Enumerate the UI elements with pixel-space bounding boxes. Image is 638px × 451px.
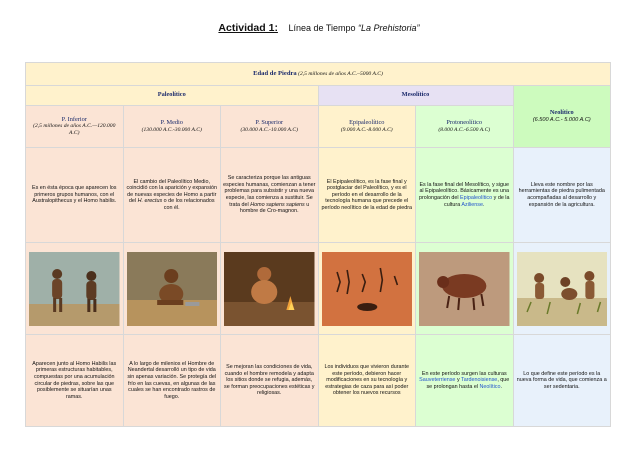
desc-medio: El cambio del Paleolítico Medio, coincidió con la aparición y expansión de nuevas especies de Homo a partir del H. erectus o de los relacionados con él.	[123, 148, 221, 243]
page-title	[0, 22, 638, 34]
image-epipaleolitico	[318, 243, 416, 335]
period-dates: (9.000 A.C.-8.000 A.C)	[340, 126, 393, 133]
period-dates: (30.000 A.C.-10.000 A.C)	[240, 126, 298, 133]
desc-epipaleolitico: El Epipaleolítico, es la fase final y postglaciar del Paleolítico, y es el período en el desarrollo de la tecnología humana que precede el período neolítico de la edad de piedra	[318, 148, 416, 243]
stone-age-subtitle: (2,5 millones de años A.C.–5000 A.C)	[298, 70, 383, 77]
detail-protoneolitico: En este período surgen las culturas Sauveterriense y Tardenoisiense, que se prolongan hasta el Neolítico.	[416, 335, 514, 427]
image-medio	[123, 243, 221, 335]
period-dates: (130.000 A.C.-30.000 A.C)	[141, 126, 202, 133]
cave-painting-icon	[322, 252, 413, 326]
period-protoneolitico	[416, 106, 514, 148]
activity-label: Actividad 1:	[218, 22, 278, 34]
era-paleolitico: Paleolítico	[26, 86, 319, 106]
detail-superior: Se mejoran las condiciones de vida, cuando el hombre remodela y adapta los sitios donde se refugia, además, se forman preocupaciones estéticas y religiosas.	[221, 335, 319, 427]
tardenoisiense-link[interactable]: Tardenoisiense	[461, 377, 498, 384]
image-neolitico	[513, 243, 611, 335]
desc-neolitico: Lleva este nombre por las herramientas de piedra pulimentada acompañadas al desarrollo y expansión de la agricultura.	[513, 148, 611, 243]
image-inferior	[26, 243, 124, 335]
era-neolitico	[513, 86, 611, 148]
period-name: Epipaleolítico	[349, 118, 385, 126]
epipaleolitico-link[interactable]: Epipaleolítico	[460, 195, 493, 201]
farming-scene-icon	[517, 252, 608, 326]
neolitico-name: Neolítico	[549, 108, 574, 116]
bison-painting-icon	[419, 252, 510, 326]
neolitico-link[interactable]: Neolítico	[479, 383, 501, 390]
stone-age-header	[26, 63, 611, 86]
desc-protoneolitico: Es la fase final del Mesolítico, y sigue al Epipaleolítico. Básicamente es una prolongación del Epipaleolítico y de la cultura Aziliense.	[416, 148, 514, 243]
title-prefix: Línea de Tiempo	[288, 23, 356, 33]
title-name: “La Prehistoria”	[358, 23, 420, 33]
stone-age-title: Edad de Piedra	[253, 69, 297, 77]
period-name: P. Superior	[255, 118, 284, 126]
detail-inferior: Aparecen junto al Homo Habilis las primeras estructuras habitables, compuestas por una acumulación circular de piedras, sobre las que posiblemente se situarían unas ramas.	[26, 335, 124, 427]
period-epipaleolitico	[318, 106, 416, 148]
period-dates: (2,5 millones de años A.C.—120.000 A.C)	[33, 123, 116, 136]
period-name: P. Medio	[160, 118, 183, 126]
image-protoneolitico	[416, 243, 514, 335]
hominid-walk-icon	[29, 252, 120, 326]
cave-fire-icon	[224, 252, 315, 326]
period-medio	[123, 106, 221, 148]
period-name: P. Inferior	[61, 115, 87, 123]
neolitico-dates: (6.500 A.C.- 5.000 A.C)	[532, 116, 591, 123]
stone-tool-maker-icon	[127, 252, 218, 326]
detail-medio: A lo largo de milenios el Hombre de Neandertal desarrolló un tipo de vida sin apenas variación. Se protegía del frío en las cuevas, en algunas de las cuales se han encontrado rastros de fuego.	[123, 335, 221, 427]
period-dates: (8.000 A.C.-6.500 A.C)	[438, 126, 491, 133]
detail-neolitico: Lo que define este período es la nueva forma de vida, que comienza a ser sedentaria.	[513, 335, 611, 427]
era-mesolitico: Mesolítico	[318, 86, 513, 106]
period-name: Protoneolítico	[446, 118, 483, 126]
image-superior	[221, 243, 319, 335]
aziliense-link[interactable]: Aziliense	[461, 201, 483, 208]
desc-inferior: Es en ésta época que aparecen los primeros grupos humanos, con el Australopithecus y el Homo habilis.	[26, 148, 124, 243]
sauveterriense-link[interactable]: Sauveterriense	[419, 377, 456, 384]
period-superior	[221, 106, 319, 148]
period-inferior	[26, 106, 124, 148]
timeline-table	[25, 62, 611, 427]
desc-superior: Se caracteriza porque las antiguas especies humanas, comienzan a tener problemas para subsistir y una nueva especie, las comienza a sustituir. Se trata del Homo sapiens sapiens u hombre de Cro-magnon.	[221, 148, 319, 243]
detail-epipaleolitico: Los individuos que vivieron durante este período, debieron hacer modificaciones en su tecnología y estrategias de caza para así poder obtener los nuevos recursos	[318, 335, 416, 427]
